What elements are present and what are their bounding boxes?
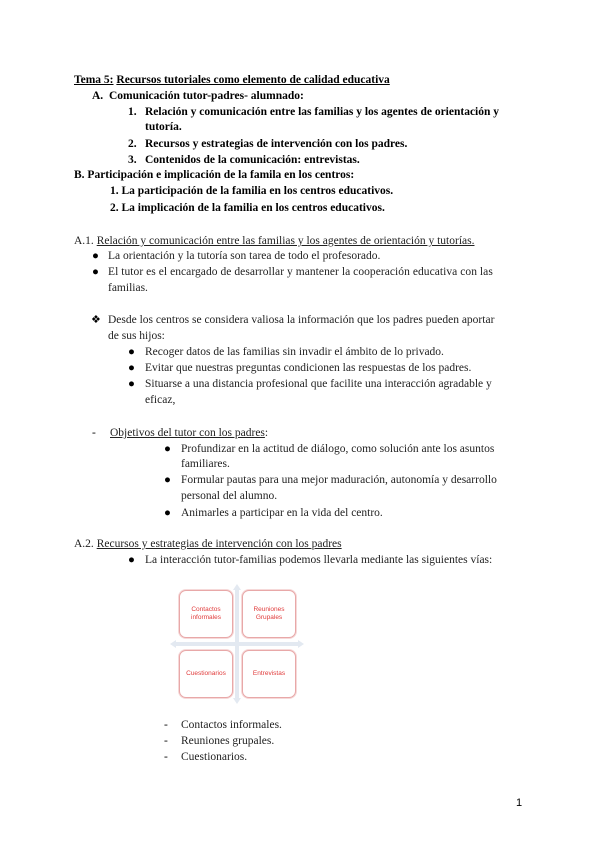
objective-1-cont: familiares. [181, 458, 230, 470]
outline-b-heading: B. Participación e implicación de la famila en los centros: [74, 169, 355, 181]
outline-a-heading [92, 89, 304, 103]
title-text: Recursos tutoriales como elemento de calidad educativa [116, 74, 390, 86]
outline-a-item-3: Contenidos de la comunicación: entrevistas. [145, 154, 360, 166]
a1-diamond-line2: de sus hijos: [108, 330, 165, 342]
diagram-quadrant-contactos: Contactos informales [179, 590, 233, 638]
bullet-dot: ● [164, 507, 171, 519]
outline-b-item-2: 2. La implicación de la familia en los centros educativos. [110, 202, 385, 214]
a1-bullet-2: El tutor es el encargado de desarrollar y mantener la cooperación educativa con las [108, 266, 493, 278]
outline-a-text: Comunicación tutor-padres- alumnado: [108, 90, 304, 102]
bullet-dot: ● [92, 266, 99, 278]
a1-sub-bullet-2: Evitar que nuestras preguntas condicionen las respuestas de los padres. [145, 362, 472, 374]
bullet-dot: ● [92, 250, 99, 262]
objectives-colon: : [264, 427, 269, 439]
objective-2-cont: personal del alumno. [181, 490, 278, 502]
bullet-dot: ● [128, 378, 135, 390]
outline-a-item-1 [128, 105, 137, 119]
objective-3: Animarles a participar en la vida del centro. [181, 507, 383, 519]
diagram-quadrant-reuniones: Reuniones Grupales [242, 590, 296, 638]
a1-bullet-1: La orientación y la tutoría son tarea de todo el profesorado. [108, 250, 381, 262]
section-a1-title: Relación y comunicación entre las familias y los agentes de orientación y tutorías. [96, 235, 475, 247]
dash-marker: - [164, 719, 168, 731]
dash-marker: - [92, 427, 96, 439]
vertical-arrow-icon [233, 584, 241, 704]
bullet-dot: ● [128, 554, 135, 566]
outline-a-item-3-num: 3. [128, 154, 137, 166]
a1-bullet-2-cont: familias. [108, 282, 148, 294]
a1-sub-bullet-1: Recoger datos de las familias sin invadir el ámbito de lo privado. [145, 346, 444, 358]
objectives-heading [110, 426, 268, 440]
outline-a-item-num: 1. [128, 106, 137, 118]
dash-marker: - [164, 751, 168, 763]
diamond-bullet-icon: ❖ [91, 314, 101, 326]
section-a1-prefix: A.1. [74, 235, 94, 247]
a2-list-item-1: Contactos informales. [181, 719, 282, 731]
section-a2-title: Recursos y estrategias de intervención con los padres [96, 538, 342, 550]
section-a1-heading [74, 234, 474, 248]
title-prefix: Tema 5: [74, 74, 114, 86]
diagram-quadrant-cuestionarios: Cuestionarios [179, 650, 233, 698]
bullet-dot: ● [164, 443, 171, 455]
outline-a-item-1-line2: tutoría. [145, 121, 182, 133]
section-a2-prefix: A.2. [74, 538, 94, 550]
dash-marker: - [164, 735, 168, 747]
objective-1: Profundizar en la actitud de diálogo, como solución ante los asuntos [181, 443, 495, 455]
document-title [74, 73, 390, 87]
bullet-dot: ● [128, 362, 135, 374]
diagram-quadrant-entrevistas: Entrevistas [242, 650, 296, 698]
a2-list-item-3: Cuestionarios. [181, 751, 248, 763]
a2-bullet: La interacción tutor-familias podemos llevarla mediante las siguientes vías: [145, 554, 493, 566]
matrix-diagram [168, 584, 306, 704]
a1-sub-bullet-3: Situarse a una distancia profesional que facilite una interacción agradable y [145, 378, 492, 390]
bullet-dot: ● [164, 474, 171, 486]
page-number: 1 [516, 797, 523, 809]
objectives-title: Objetivos del tutor con los padres [110, 427, 265, 439]
outline-a-marker: A. [92, 90, 104, 102]
a1-diamond-line1: Desde los centros se considera valiosa la información que los padres pueden aportar [108, 314, 495, 326]
objective-2: Formular pautas para una mejor maduración, autonomía y desarrollo [181, 474, 497, 486]
outline-a-item-2-num: 2. [128, 138, 137, 150]
outline-a-item-2: Recursos y estrategias de intervención con los padres. [145, 138, 408, 150]
a2-list-item-2: Reuniones grupales. [181, 735, 275, 747]
outline-b-item-1: 1. La participación de la familia en los centros educativos. [110, 185, 394, 197]
bullet-dot: ● [128, 346, 135, 358]
section-a2-heading [74, 537, 342, 551]
outline-a-item-1-line1: Relación y comunicación entre las familias y los agentes de orientación y [145, 106, 500, 118]
a1-sub-bullet-3-cont: eficaz, [145, 394, 176, 406]
